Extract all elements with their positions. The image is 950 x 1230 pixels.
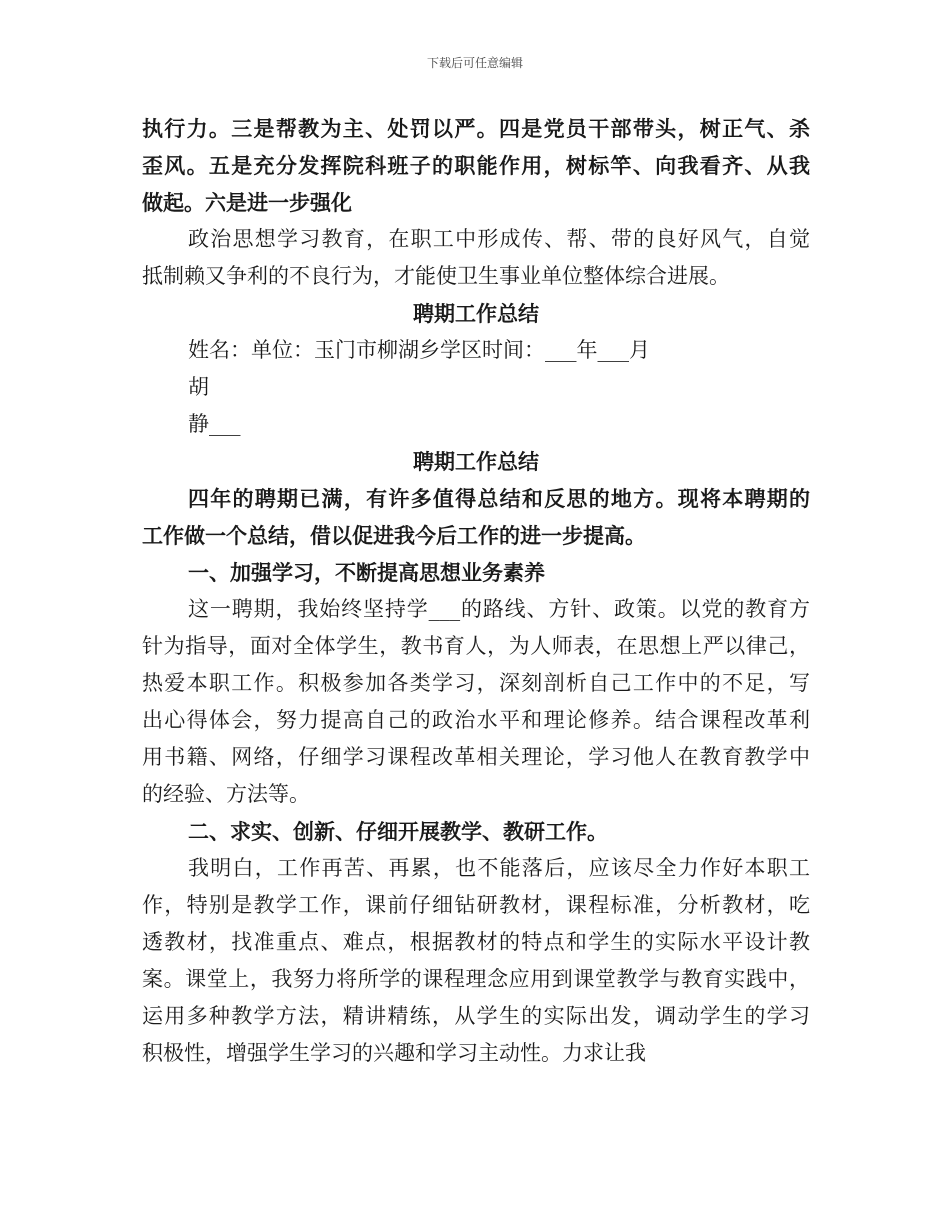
text-line: 热爱本职工作。积极参加各类学习，深刻剖析自己工作中的不足，写	[142, 671, 810, 695]
text-line: 这一聘期，我始终坚持学___的路线、方针、政策。以党的教育方	[188, 597, 810, 621]
text-line: 姓名：单位：玉门市柳湖乡学区时间：___年___月	[188, 338, 650, 362]
text-line: 歪风。五是充分发挥院科班子的职能作用，树标竿、向我看齐、从我	[142, 153, 810, 178]
text-line: 静___	[188, 412, 241, 436]
text-line: 作，特别是教学工作，课前仔细钻研教材，课程标准，分析教材，吃	[142, 893, 810, 917]
text-line: 执行力。三是帮教为主、处罚以严。四是党员干部带头，树正气、杀	[142, 116, 810, 141]
text-line: 抵制赖又争利的不良行为，才能使卫生事业单位整体综合进展。	[142, 264, 730, 288]
text-line: 二、求实、创新、仔细开展教学、教研工作。	[188, 819, 608, 844]
text-line: 案。课堂上，我努力将所学的课程理念应用到课堂教学与教育实践中，	[142, 967, 810, 991]
page-header-note: 下载后可任意编辑	[426, 56, 523, 70]
text-line: 一、加强学习，不断提高思想业务素养	[188, 560, 545, 585]
text-line: 运用多种教学方法，精讲精练，从学生的实际出发，调动学生的学习	[142, 1004, 810, 1028]
text-line: 我明白，工作再苦、再累，也不能落后，应该尽全力作好本职工	[188, 856, 810, 880]
text-line: 针为指导，面对全体学生，教书育人，为人师表，在思想上严以律己，	[142, 634, 810, 658]
text-line: 政治思想学习教育，在职工中形成传、帮、带的良好风气，自觉	[188, 227, 810, 251]
section-heading: 聘期工作总结	[413, 301, 539, 326]
text-line: 四年的聘期已满，有许多值得总结和反思的地方。现将本聘期的	[188, 486, 810, 511]
section-heading: 聘期工作总结	[413, 449, 539, 474]
document-body	[142, 110, 810, 1072]
text-line: 透教材，找准重点、难点，根据教材的特点和学生的实际水平设计教	[142, 930, 810, 954]
text-line: 用书籍、网络，仔细学习课程改革相关理论，学习他人在教育教学中	[142, 745, 810, 769]
text-line: 胡	[188, 375, 209, 399]
text-line: 做起。六是进一步强化	[142, 190, 352, 215]
text-line: 工作做一个总结，借以促进我今后工作的进一步提高。	[142, 523, 646, 548]
text-line: 出心得体会，努力提高自己的政治水平和理论修养。结合课程改革利	[142, 708, 810, 732]
text-line: 积极性，增强学生学习的兴趣和学习主动性。力求让我	[142, 1041, 646, 1065]
text-line: 的经验、方法等。	[142, 782, 310, 806]
